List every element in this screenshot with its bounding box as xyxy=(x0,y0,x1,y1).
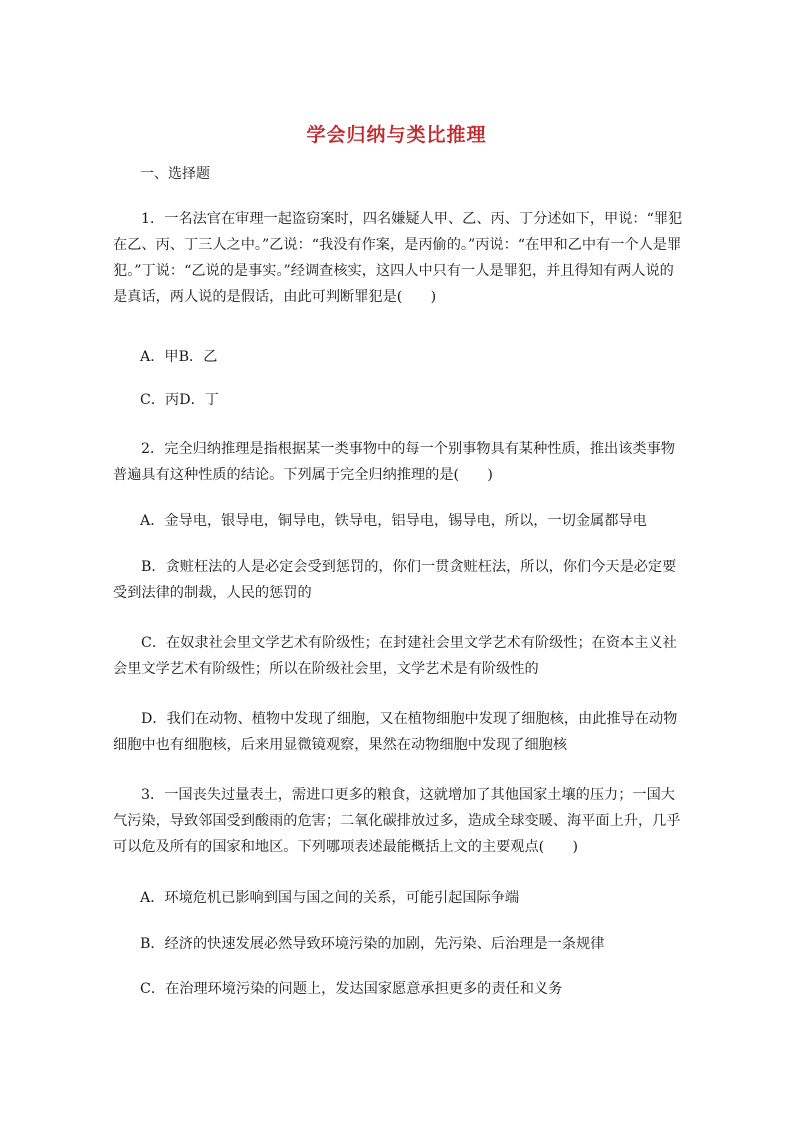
question-1-stem: 1．一名法官在审理一起盗窃案时，四名嫌疑人甲、乙、丙、丁分述如下，甲说：“罪犯在乙、丙、丁三人之中。”乙说：“我没有作案，是丙偷的。”丙说：“在甲和乙中有一个人是罪犯。”丁说：“乙说的是事实。”经调查核实，这四人中只有一人是罪犯，并且得知有两人说的是真话，两人说的是假话，由此可判断罪犯是( ) xyxy=(113,211,683,305)
question-1-option-ab: A．甲B．乙 xyxy=(140,349,218,365)
question-2-option-b: B．贪赃枉法的人是必定会受到惩罚的，你们一贯贪赃枉法，所以，你们今天是必定要受到法律的制裁，人民的惩罚的 xyxy=(113,559,677,601)
question-3-stem: 3．一国丧失过量表土，需进口更多的粮食，这就增加了其他国家土壤的压力；一国大气污染，导致邻国受到酸雨的危害；二氧化碳排放过多，造成全球变暖、海平面上升，几乎可以危及所有的国家和地区。下列哪项表述最能概括上文的主要观点( ) xyxy=(113,787,681,855)
question-2-option-c: C．在奴隶社会里文学艺术有阶级性；在封建社会里文学艺术有阶级性；在资本主义社会里文学艺术有阶级性；所以在阶级社会里，文学艺术是有阶级性的 xyxy=(113,635,677,677)
question-1-option-cd: C．丙D．丁 xyxy=(140,392,219,408)
question-3-option-c: C．在治理环境污染的问题上，发达国家愿意承担更多的责任和义务 xyxy=(140,981,563,997)
question-2-option-a: A．金导电，银导电，铜导电，铁导电，铝导电，锡导电，所以，一切金属都导电 xyxy=(140,513,647,529)
question-3-option-a: A．环境危机已影响到国与国之间的关系，可能引起国际争端 xyxy=(140,890,520,906)
question-2-option-d: D．我们在动物、植物中发现了细胞，又在植物细胞中发现了细胞核，由此推导在动物细胞中也有细胞核，后来用显微镜观察，果然在动物细胞中发现了细胞核 xyxy=(113,711,678,753)
section-heading: 一、选择题 xyxy=(140,166,210,182)
document-title: 学会归纳与类比推理 xyxy=(306,124,487,146)
question-3-option-b: B．经济的快速发展必然导致环境污染的加剧，先污染、后治理是一条规律 xyxy=(140,936,605,952)
question-2-stem: 2．完全归纳推理是指根据某一类事物中的每一个别事物具有某种性质，推出该类事物普遍具有这种性质的结论。下列属于完全归纳推理的是( ) xyxy=(113,441,675,483)
